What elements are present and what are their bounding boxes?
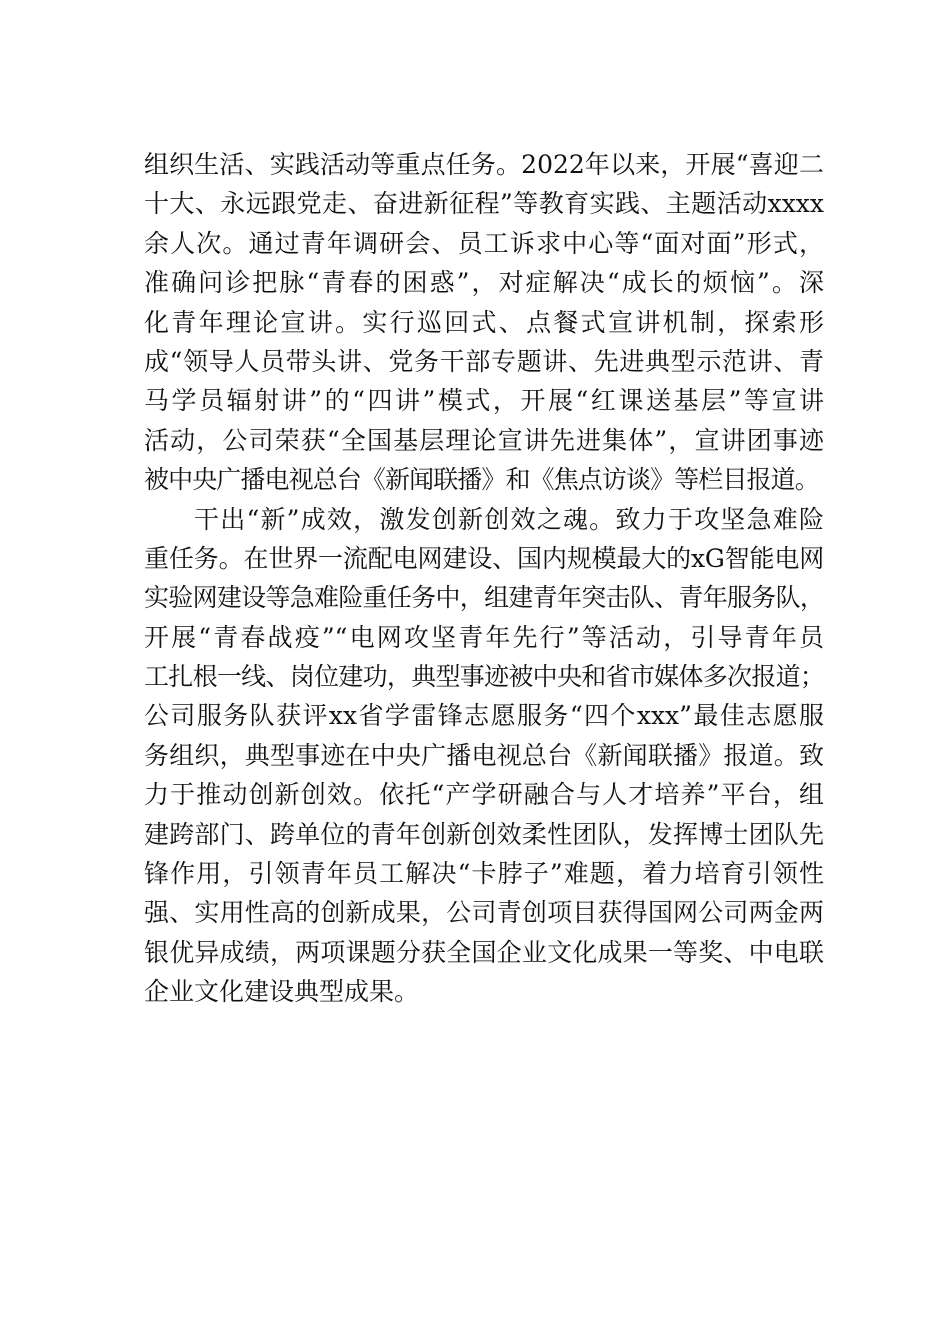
text-line: 企业文化建设典型成果。: [144, 977, 420, 1007]
text-line: 活动，公司荣获“全国基层理论宣讲先进集体”，宣讲团事迹: [144, 425, 824, 455]
paragraph-1: [144, 145, 824, 500]
text-line: 组织生活、实践活动等重点任务。2022年以来，开展“喜迎二: [144, 150, 824, 179]
document-body: [144, 145, 824, 1012]
text-line: 公司服务队获评xx省学雷锋志愿服务“四个xxx”最佳志愿服: [144, 701, 824, 731]
text-line: 建跨部门、跨单位的青年创新创效柔性团队，发挥博士团队先: [144, 819, 824, 849]
text-line: 准确问诊把脉“青春的困惑”，对症解决“成长的烦恼”。深: [144, 268, 824, 298]
text-line: 余人次。通过青年调研会、员工诉求中心等“面对面”形式，: [144, 228, 824, 258]
text-line: 务组织，典型事迹在中央广播电视总台《新闻联播》报道。致: [144, 740, 824, 770]
text-line: 开展“青春战疫”“电网攻坚青年先行”等活动，引导青年员: [144, 622, 824, 652]
text-line: 干出“新”成效，激发创新创效之魂。致力于攻坚急难险: [194, 504, 824, 534]
text-line: 十大、永远跟党走、奋进新征程”等教育实践、主题活动xxxx: [144, 189, 824, 219]
text-line: 成“领导人员带头讲、党务干部专题讲、先进典型示范讲、青: [144, 346, 824, 376]
paragraph-2: [144, 500, 824, 1012]
text-line: 实验网建设等急难险重任务中，组建青年突击队、青年服务队，: [144, 583, 824, 613]
text-line: 强、实用性高的创新成果，公司青创项目获得国网公司两金两: [144, 898, 824, 928]
text-line: 锋作用，引领青年员工解决“卡脖子”难题，着力培育引领性: [144, 859, 824, 889]
text-line: 化青年理论宣讲。实行巡回式、点餐式宣讲机制，探索形: [144, 307, 824, 337]
text-line: 重任务。在世界一流配电网建设、国内规模最大的xG智能电网: [144, 543, 824, 573]
text-line: 工扎根一线、岗位建功，典型事迹被中央和省市媒体多次报道；: [144, 662, 824, 692]
text-line: 力于推动创新创效。依托“产学研融合与人才培养”平台，组: [144, 780, 824, 810]
text-line: 马学员辐射讲”的“四讲”模式，开展“红课送基层”等宣讲: [144, 386, 824, 416]
text-line: 银优异成绩，两项课题分获全国企业文化成果一等奖、中电联: [144, 937, 824, 967]
text-line: 被中央广播电视总台《新闻联播》和《焦点访谈》等栏目报道。: [144, 465, 819, 495]
